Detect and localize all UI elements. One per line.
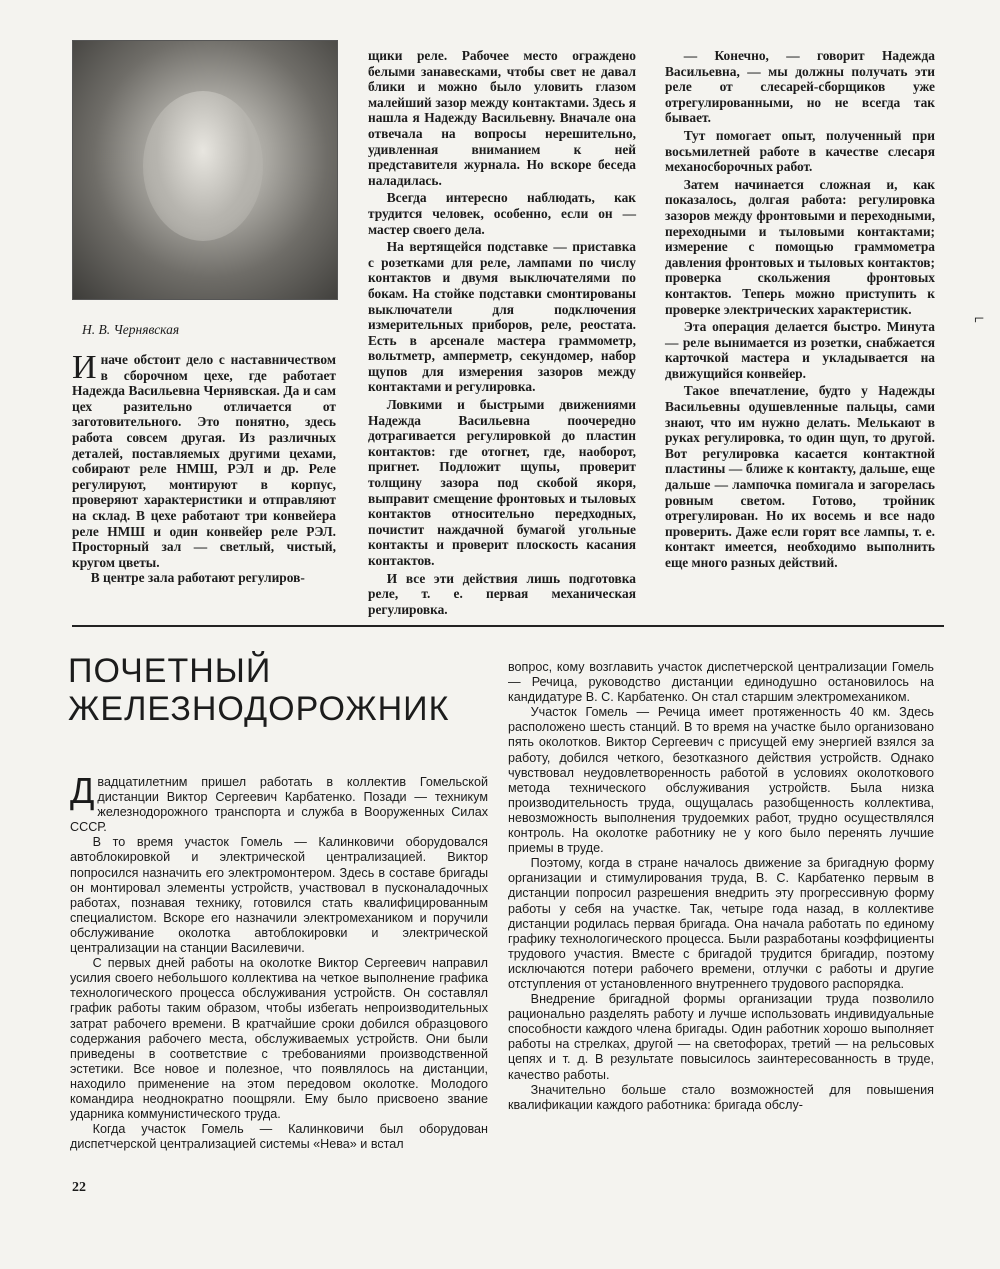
- article-title-line-2: ЖЕЛЕЗНОДОРОЖНИК: [68, 690, 450, 728]
- paragraph: Внедрение бригадной формы организации труда позволило рационально разделять работу и лучше использовать индивидуальные способности каждого члена бригады. Один работник хорошо выполняет работы на стрелках, другой — на светофорах, третий — на рельсовых цепях и т. д. В результате повысилось заинтересованность в труде, качество работы.: [508, 992, 934, 1082]
- edge-mark: ⌐: [974, 308, 985, 328]
- paragraph: Тут помогает опыт, полученный при восьмилетней работе в качестве слесаря механосборочных работ.: [665, 127, 935, 175]
- article-title-line-1: ПОЧЕТНЫЙ: [68, 652, 272, 690]
- bottom-column-1: [70, 770, 488, 1152]
- paragraph: [72, 349, 336, 570]
- paragraph-text: наче обстоит дело с наставничеством в сборочном цехе, где работает Надежда Васильевна Чернявская. Да и сам цех разительно отличается от заготовительного. Это понятно, здесь работа совсем другая. Из различных деталей, поставляемых другими цехами, собирают реле НМШ, РЭЛ и др. Реле регулируют, монтируют в корпус, проверяют характеристики и отправляют на склад. В цехе работают три конвейера реле НМШ и один конвейер реле РЭЛ. Просторный зал — светлый, чистый, кругом цветы.: [72, 352, 336, 570]
- drop-cap: И: [72, 349, 97, 386]
- paragraph: В центре зала работают регулиров-: [90, 570, 305, 586]
- top-column-2: [368, 48, 636, 617]
- paragraph: Ловкими и быстрыми движениями Надежда Васильевна поочередно дотрагивается регулировкой до пластин контактов: где отогнет, где, наоборот, пригнет. Подложит щупы, проверит толщину зазора под скобой якоря, выправит смещение фронтовых и тыловых контактов относительно передходных, почистит наждачной бумагой угольные контакты и проверит плоскость касания контактов.: [368, 397, 636, 568]
- article-title: [68, 652, 449, 728]
- drop-cap: Д: [70, 770, 95, 811]
- paragraph: Когда участок Гомель — Калинковичи был оборудован диспетчерской централизацией системы «Нева» и встал: [70, 1122, 488, 1152]
- section-divider: [72, 625, 944, 627]
- photo-caption: Н. В. Чернявская: [82, 322, 180, 337]
- page-number: 22: [72, 1180, 86, 1195]
- bottom-column-2: [508, 660, 934, 1113]
- paragraph: Значительно больше стало возможностей для повышения квалификации каждого работника: бригада обслу-: [508, 1082, 934, 1112]
- paragraph: Всегда интересно наблюдать, как трудится человек, особенно, если он — мастер своего дела.: [368, 190, 636, 237]
- paragraph: щики реле. Рабочее место ограждено белыми занавесками, чтобы свет не давал блики и можно было уловить глазом малейший зазор между контактами. Здесь я нашла я Надежду Васильевну. Вначале она отвечала на вопросы нерешительно, удивленная вниманием к ней представителя журнала. Но вскоре беседа наладилась.: [368, 48, 636, 188]
- paragraph: [70, 770, 488, 835]
- paragraph-text: вадцатилетним пришел работать в коллектив Гомельской дистанции Виктор Сергеевич Карбатенко. Позади — техникум железнодорожного транспорта и служба в Вооруженных Силах СССР.: [70, 775, 488, 835]
- paragraph: На вертящейся подставке — приставка с розетками для реле, лампами по числу контактов и двумя выключателями по бокам. На стойке подставки смонтированы выключатели для подключения измерительных приборов, реле, реостата. Есть в арсенале мастера граммометр, вольтметр, амперметр, секундомер, набор щупов для измерения зазоров между контактами и регулировка.: [368, 239, 636, 395]
- paragraph: В то время участок Гомель — Калинковичи оборудовался автоблокировкой и электрической централизацией. Виктор попросился назначить его электромонтером. Здесь в составе бригады он монтировал элементы устройств, участвовал в пусконаладочных работах, познавая технику, готовился стать квалифицированным специалистом. Вскоре его назначили электромехаником и поручили обслуживание околотка автоблокировки и электрической централизации на станции Василевичи.: [70, 835, 488, 956]
- paragraph: С первых дней работы на околотке Виктор Сергеевич направил усилия своего небольшого коллектива на четкое выполнение графика технологического процесса обслуживания устройств. Он составлял график работы таким образом, чтобы избегать непроизводительных затрат рабочего времени. В кратчайшие сроки добился образцового содержания рабочего места, обслуживаемых устройств. Они были приведены в соответствие с требованиями производственной эстетики. Все новое и полезное, что появлялось на дистанции, находило применение на этом передовом околотке. Молодого командира неоднократно поощряли. Ему было присвоено звание ударника коммунистического труда.: [70, 956, 488, 1122]
- portrait-face: [143, 91, 263, 241]
- top-column-3: [665, 48, 935, 571]
- paragraph: вопрос, кому возглавить участок диспетчерской централизации Гомель — Речица, руководство дистанции единодушно остановилось на кандидатуре В. С. Карбатенко. Он стал старшим электромехаником.: [508, 660, 934, 705]
- paragraph: Эта операция делается быстро. Минута — реле вынимается из розетки, снабжается карточкой мастера и укладывается на движущийся конвейер.: [665, 319, 935, 381]
- paragraph: И все эти действия лишь подготовка реле, т. е. первая механическая регулировка.: [368, 570, 636, 617]
- portrait-photo: [72, 40, 338, 300]
- paragraph: Участок Гомель — Речица имеет протяженность 40 км. Здесь расположено шесть станций. В то время на участке было организовано пять околотков. Виктор Сергеевич с присущей ему энергией взялся за работу, добился четкого, безотказного действия устройств. Однако чувствовал неудовлетворенность работой в условиях околоткового метода технического обслуживания устройств. Была низка производительность труда, ощущалась разобщенность коллектива, невозможность выполнения трудоемких работ, трудно осуществлялся контроль. На околотке работнику не у кого было перенять лучшие приемы в труде.: [508, 705, 934, 856]
- top-column-1: [72, 349, 336, 586]
- paragraph: Поэтому, когда в стране началось движение за бригадную форму организации и стимулирования труда, В. С. Карбатенко первым в дистанции попросил разрешения внедрить эту прогрессивную форму работы у себя на участке. Так, четыре года назад, в коллективе дистанции родилась первая бригада. Она начала работать по единому графику технологического процесса. Были разработаны коэффициенты трудового участия. Вместе с бригадой трудится бригадир, поэтому исключаются потери рабочего времени, отлучки с работы и другие отступления от установленного внутреннего трудового распорядка.: [508, 856, 934, 991]
- paragraph: Затем начинается сложная и, как показалось, долгая работа: регулировка зазоров между фронтовыми и переходными, переходными и тыловыми контактами; измерение с помощью граммометра давления фронтовых и тыловых контактов; проверка скольжения фронтовых контактов. Теперь можно приступить к проверке электрических характеристик.: [665, 176, 935, 317]
- paragraph: Такое впечатление, будто у Надежды Васильевны одушевленные пальцы, сами знают, что им нужно делать. Мелькают в руках регулировка, то один щуп, то другой. Вот регулировка касается контактной пластины — ближе к контакту, дальше, еще дальше — лампочка помигала и загорелась ровным светом. Готово, тройник отрегулирован. Но их восемь и все надо проверить. Даже если горят все лампы, т. е. контакт имеется, необходимо выполнить еще много разных действий.: [665, 383, 935, 570]
- paragraph: — Конечно, — говорит Надежда Васильевна, — мы должны получать эти реле от слесарей-сборщиков уже отрегулированными, но не всегда так бывает.: [665, 48, 935, 126]
